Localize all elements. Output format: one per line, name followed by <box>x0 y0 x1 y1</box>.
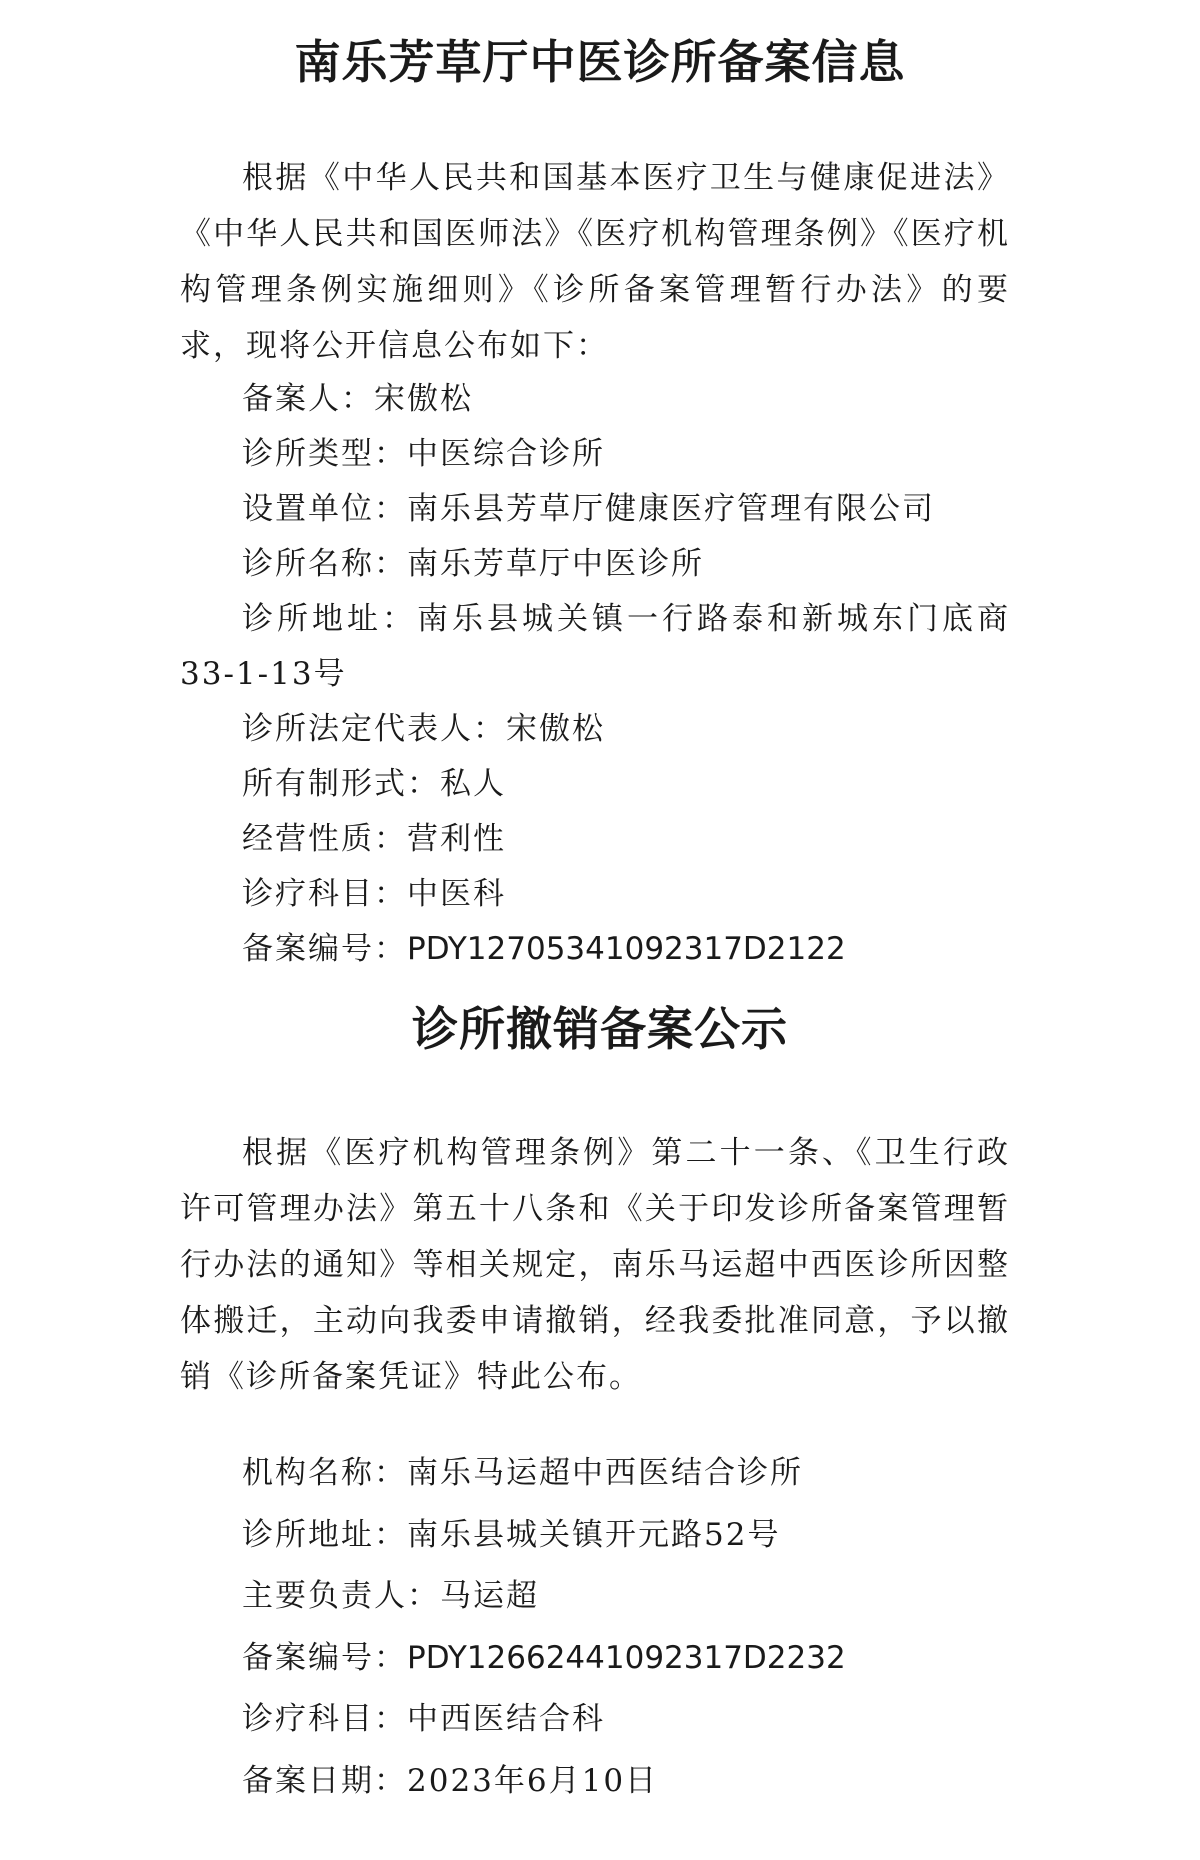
field-filing-number <box>180 922 1010 977</box>
field-clinic-type <box>180 427 1010 482</box>
field-label: 备案日期： <box>242 1762 407 1799</box>
field-label: 机构名称： <box>242 1455 407 1491</box>
field-value: 南乐县城关镇开元路52号 <box>407 1516 781 1553</box>
field-value: 宋傲松 <box>506 711 605 747</box>
field-filing-number <box>180 1628 1010 1690</box>
field-value: 南乐县城关镇一行路泰和新城东门底商33-1-13号 <box>180 601 1010 692</box>
field-value: 2023年6月10日 <box>407 1762 659 1799</box>
field-label: 诊所法定代表人： <box>242 711 506 747</box>
field-label: 诊所名称： <box>242 546 407 582</box>
field-label: 经营性质： <box>242 821 407 857</box>
field-label: 所有制形式： <box>242 766 440 802</box>
field-value: 宋傲松 <box>374 381 473 417</box>
section1-field-list <box>180 372 1010 977</box>
field-legal-representative <box>180 702 1010 757</box>
field-value: 营利性 <box>407 821 506 857</box>
field-label: 主要负责人： <box>242 1578 440 1614</box>
field-establishing-unit <box>180 482 1010 537</box>
field-label: 诊疗科目： <box>242 876 407 912</box>
field-clinic-address <box>180 1505 1010 1567</box>
field-principal <box>180 1566 1010 1628</box>
field-medical-subjects <box>180 867 1010 922</box>
field-label: 备案人： <box>242 381 374 417</box>
field-filing-date <box>180 1751 1010 1813</box>
field-value: PDY12705341092317D2122 <box>407 931 846 967</box>
field-value: 中医科 <box>407 876 506 912</box>
section2-intro-paragraph: 根据《医疗机构管理条例》第二十一条、《卫生行政许可管理办法》第五十八条和《关于印发诊所备案管理暂行办法的通知》等相关规定，南乐马运超中西医诊所因整体搬迁，主动向我委申请撤销，经我委批准同意，予以撤销《诊所备案凭证》特此公布。 <box>180 1135 1010 1395</box>
field-label: 诊疗科目： <box>242 1701 407 1737</box>
field-value: 南乐马运超中西医结合诊所 <box>407 1455 803 1491</box>
field-ownership <box>180 757 1010 812</box>
field-value: 中西医结合科 <box>407 1701 605 1737</box>
field-filer <box>180 372 1010 427</box>
field-medical-subjects <box>180 1689 1010 1751</box>
field-institution-name <box>180 1443 1010 1505</box>
field-value: 马运超 <box>440 1578 539 1614</box>
field-label: 诊所地址： <box>242 1516 407 1553</box>
field-value: PDY12662441092317D2232 <box>407 1639 846 1676</box>
field-business-nature <box>180 812 1010 867</box>
field-clinic-name <box>180 537 1010 592</box>
field-clinic-address <box>180 592 1010 702</box>
field-label: 诊所地址： <box>242 601 417 637</box>
field-value: 南乐县芳草厅健康医疗管理有限公司 <box>407 491 935 527</box>
section1-intro-paragraph: 根据《中华人民共和国基本医疗卫生与健康促进法》《中华人民共和国医师法》《医疗机构管理条例》《医疗机构管理条例实施细则》《诊所备案管理暂行办法》的要求，现将公开信息公布如下： <box>180 160 1010 364</box>
section1-title: 南乐芳草厅中医诊所备案信息 <box>294 35 906 89</box>
section2-field-list <box>180 1443 1010 1812</box>
field-label: 备案编号： <box>242 1639 407 1676</box>
field-label: 诊所类型： <box>242 436 407 472</box>
field-label: 设置单位： <box>242 491 407 527</box>
field-label: 备案编号： <box>242 931 407 967</box>
field-value: 南乐芳草厅中医诊所 <box>407 546 704 582</box>
section2-title: 诊所撤销备案公示 <box>412 1002 788 1056</box>
field-value: 中医综合诊所 <box>407 436 605 472</box>
field-value: 私人 <box>440 766 506 802</box>
